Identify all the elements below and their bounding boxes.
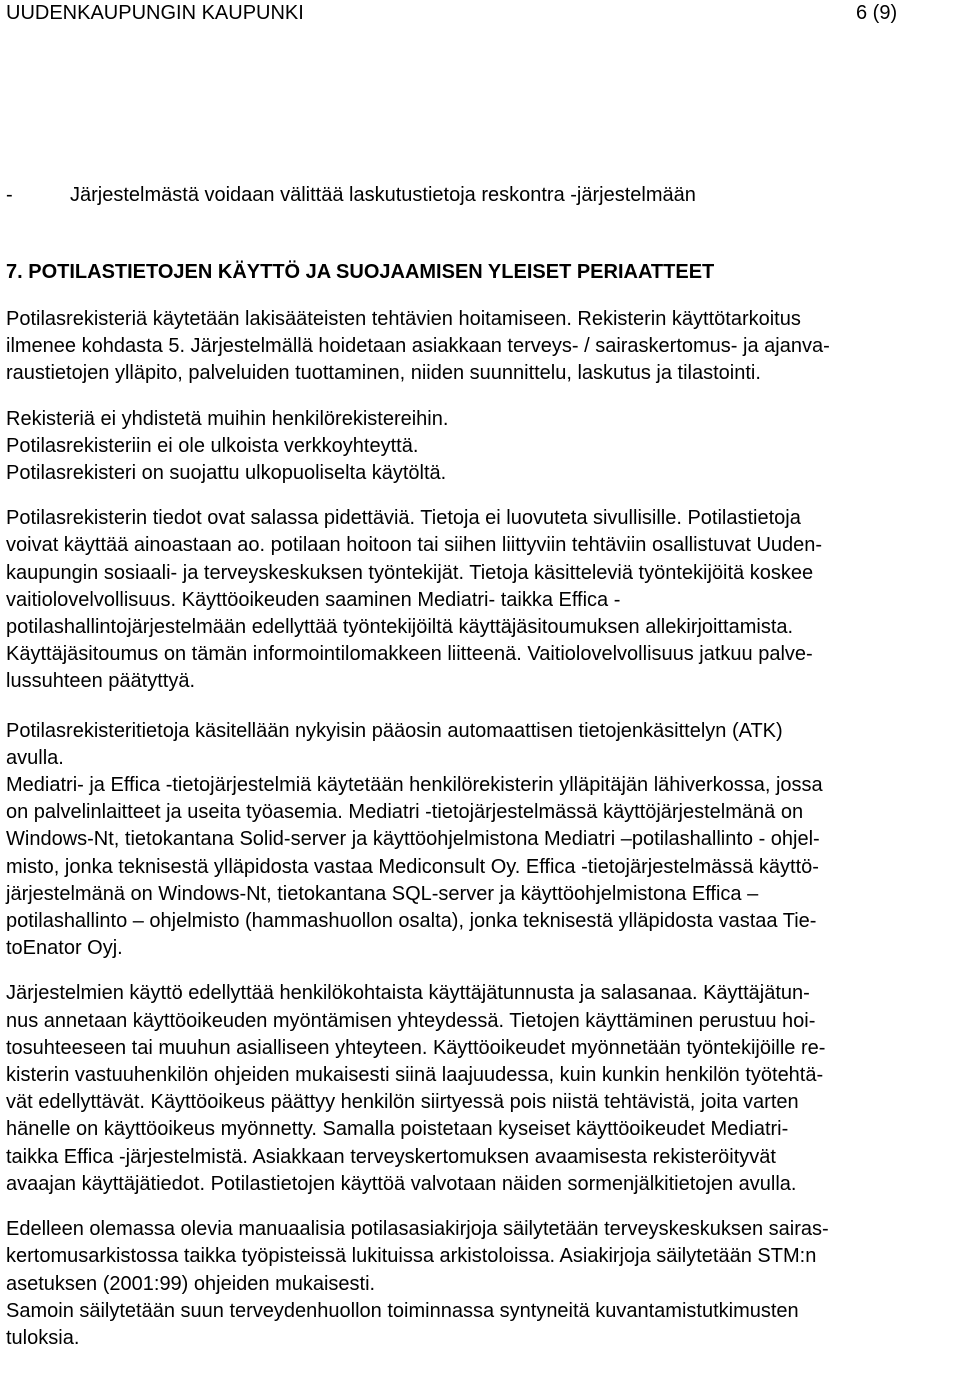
page-number: 6 (9) xyxy=(856,2,898,24)
paragraph-access-control: Järjestelmien käyttö edellyttää henkilökohtaista käyttäjätunnusta ja salasanaa. Käyttäjätun- nus annetaan käyttöoikeuden myöntämisen yhteydessä. Tietojen käyttäminen perustuu hoi- tosuhteeseen tai muuhun asialliseen yhteyteen. Käyttöoikeudet myönnetään työntekijöille re- kisterin vastuuhenkilön ohjeiden mukaisesti siinä laajuudessa, kuin kunkin henkilön työtehtä- vät edellyttävät. Käyttöoikeus päättyy henkilön siirtyessä pois niistä tehtävistä, joita varten hänelle on käyttöoikeus myönnetty. Samalla poistetaan kyseiset käyttöoikeudet Mediatri- taikka Effica -järjestelmistä. Asiakkaan terveyskertomuksen avaamisesta rekisteröityvät avaajan käyttäjätiedot. Potilastietojen käyttöä valvotaan näiden sormenjälkitietojen avulla. xyxy=(6,982,826,1195)
bullet-dash: - xyxy=(6,184,13,206)
organization-name: UUDENKAUPUNGIN KAUPUNKI xyxy=(6,2,304,24)
bullet-text: Järjestelmästä voidaan välittää laskutustietoja reskontra -järjestelmään xyxy=(70,184,696,206)
paragraph-systems: Potilasrekisteritietoja käsitellään nykyisin pääosin automaattisen tietojenkäsittelyn (ATK) avulla. Mediatri- ja Effica -tietojärjestelmiä käytetään henkilörekisterin ylläpitäjän lähiverkossa, jossa on palvelinlaitteet ja useita työasemia. Mediatri -tietojärjestelmässä käyttöjärjestelmänä on Windows-Nt, tietokantana Solid-server ja käyttöohjelmistona Mediatri –potilashallinto - ohjel- misto, jonka teknisestä ylläpidosta vastaa Mediconsult Oy. Effica -tietojärjestelmässä käyttö- järjestelmänä on Windows-Nt, tietokantana SQL-server ja käyttöohjelmistona Effica – potilashallinto – ohjelmisto (hammashuollon osalta), jonka teknisestä ylläpidosta vastaa Tie- toEnator Oyj. xyxy=(6,719,823,960)
paragraph-confidentiality: Potilasrekisterin tiedot ovat salassa pidettäviä. Tietoja ei luovuteta sivullisille. Potilastietoja voivat käyttää ainoastaan ao. potilaan hoitoon tai siihen liittyviin tehtäviin osallistuvat Uuden- kaupungin sosiaali- ja terveyskeskuksen työntekijät. Tietoja käsitteleviä työntekijöitä koskee vaitiolovelvollisuus. Käyttöoikeuden saaminen Mediatri- taikka Effica - potilashallintojärjestelmään edellyttää työntekijöiltä käyttäjäsitoumuksen allekirjoittamista. Käyttäjäsitoumus on tämän informointilomakkeen liitteenä. Vaitiolovelvollisuus jatkuu palve- lussuhteen päätyttyä. xyxy=(6,507,823,693)
page-header xyxy=(0,0,960,30)
paragraph-registry-security: Rekisteriä ei yhdistetä muihin henkilörekistereihin. Potilasrekisteriin ei ole ulkoista verkkoyhteyttä. Potilasrekisteri on suojattu ulkopuoliselta käytöltä. xyxy=(6,407,449,485)
section-heading: 7. POTILASTIETOJEN KÄYTTÖ JA SUOJAAMISEN YLEISET PERIAATTEET xyxy=(6,261,715,283)
paragraph-purpose: Potilasrekisteriä käytetään lakisääteisten tehtävien hoitamiseen. Rekisterin käyttötarkoitus ilmenee kohdasta 5. Järjestelmällä hoidetaan asiakkaan terveys- / sairaskertomus- ja ajanva- raustietojen ylläpito, palveluiden tuottaminen, niiden suunnittelu, laskutus ja tilastointi. xyxy=(6,308,830,385)
document-body xyxy=(6,181,954,1352)
paragraph-manual-records: Edelleen olemassa olevia manuaalisia potilasasiakirjoja säilytetään terveyskeskuksen sairas- kertomusarkistossa taikka työpisteissä lukituissa arkistoloissa. Asiakirjoja säilytetään STM:n asetuksen (2001:99) ohjeiden mukaisesti. Samoin säilytetään suun terveydenhuollon toiminnassa syntyneitä kuvantamistutkimusten tuloksia. xyxy=(6,1218,829,1349)
bullet-item xyxy=(6,181,954,209)
